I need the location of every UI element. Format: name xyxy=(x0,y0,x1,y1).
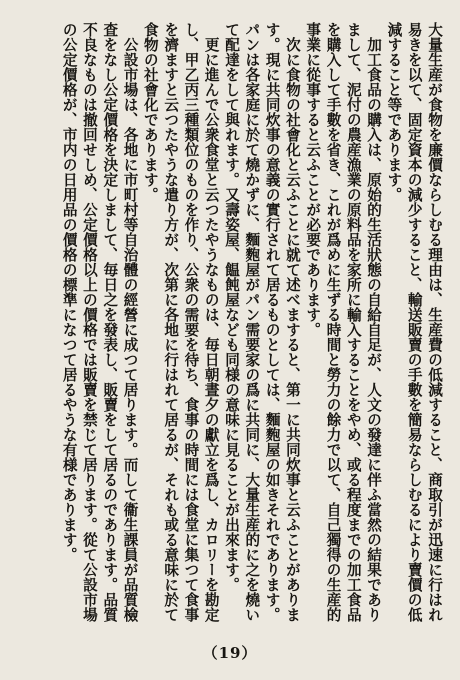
vertical-text-column xyxy=(14,22,444,622)
paragraph-public-dining: 更に進んで公衆食堂と云つたやうなものは、毎日朝晝夕の獻立を爲し、カロリーを勘定し、甲乙丙三種類位のものを作り、公衆の需要を待ち、食事の時間には食堂に集つて食事を濟ますと云つたやうな遣り方が、次第に各地に行はれて居るが、それも或る意味に於て食物の社會化であります。 xyxy=(141,22,220,622)
paragraph-mass-production: 大量生産が食物を廉價ならしむる理由は、生産費の低減すること、商取引が迅速に行はれ易きを以て、固定資本の減少すること、輸送販賣の手數を簡易ならしむるにより賣價の低減すること等であります。 xyxy=(385,22,443,622)
paragraph-food-socialization: 次に食物の社會化と云ふことに就て述べますると、第一に共同炊事と云ふことがあります。現に共同炊事の意義の實行されて居るものとしては、麵麭屋の如きそれであります。パンは各家庭に於て燒かずに、麵麭屋がパン需要家の爲に共同に、大量生産的に之を燒いて配達をして與れます。又壽姿屋、饂飩屋なども同様の意味に見ることが出來ます。 xyxy=(223,22,301,622)
paragraph-public-market: 公設市場は、各地に市町村等自治體の經營に成つて居ります。而して衞生課員が品質檢査をなし公定價格を決定しまして、毎日之を發表し、販賣をして居るのであります。品質不良なものは撤回せしめ、公定價格以上の價格では販賣を禁じて居ります。從て公設市場の公定價格が、市内の日用品の價格の標準になつて居るやうな有様であります。 xyxy=(60,22,139,622)
text-block xyxy=(14,22,444,627)
paragraph-processed-food: 加工食品の購入は、原始的生活狀態の自給自足が、人文の發達に伴ふ當然の結果でありまして、泥付の農産漁業の原料品を家所に輸入することをやめ、或る程度までの加工食品を購入して手數を省き、これが爲めに生ずる時間と勞力の餘力で以て、自己獨得の生産的事業に從事すると云ふことが必要であります。 xyxy=(304,22,383,622)
page-number: （19） xyxy=(202,644,258,662)
